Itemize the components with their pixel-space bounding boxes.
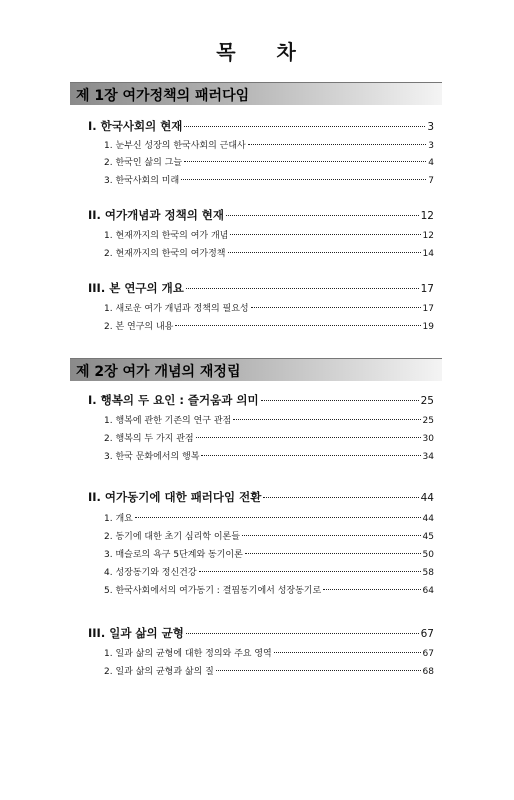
toc-subentry-2-1-2 xyxy=(104,431,434,444)
toc-entry-page: 25 xyxy=(420,395,434,407)
dot-leader xyxy=(135,517,421,518)
toc-subentry-page: 30 xyxy=(422,434,434,444)
dot-leader xyxy=(175,325,420,326)
toc-subentry-title: 2. 현재까지의 한국의 여가정책 xyxy=(104,249,226,259)
toc-subentry-title: 1. 눈부신 성장의 한국사회의 근대사 xyxy=(104,141,246,151)
toc-subentry-page: 19 xyxy=(422,322,434,332)
toc-subentry-title: 2. 행복의 두 가지 관점 xyxy=(104,434,194,444)
toc-subentry-1-2-2 xyxy=(104,246,434,259)
dot-leader xyxy=(181,179,426,180)
toc-entry-page: 44 xyxy=(420,492,434,504)
toc-subentry-page: 68 xyxy=(422,667,434,677)
toc-entry-page: 3 xyxy=(427,121,434,133)
toc-entry-1-3 xyxy=(88,280,434,296)
dot-leader xyxy=(226,215,419,216)
dot-leader xyxy=(233,419,420,420)
toc-subentry-page: 25 xyxy=(422,416,434,426)
chapter-2-banner xyxy=(70,358,442,381)
toc-subentry-1-3-2 xyxy=(104,319,434,332)
dot-leader xyxy=(184,126,425,127)
dot-leader xyxy=(196,437,421,438)
toc-subentry-2-2-3 xyxy=(104,547,434,560)
toc-subentry-title: 1. 행복에 관한 기존의 연구 관점 xyxy=(104,416,232,426)
toc-subentry-page: 12 xyxy=(422,231,434,241)
dot-leader xyxy=(228,252,421,253)
chapter-1-title: 제 1장 여가정책의 패러다임 xyxy=(76,88,250,104)
toc-subentry-2-1-1 xyxy=(104,413,434,426)
toc-subentry-title: 1. 현재까지의 한국의 여가 개념 xyxy=(104,231,229,241)
toc-subentry-1-1-3 xyxy=(104,173,434,186)
toc-entry-page: 17 xyxy=(420,283,434,295)
dot-leader xyxy=(248,144,427,145)
toc-entry-title: I. 행복의 두 요인 : 즐거움과 의미 xyxy=(88,393,259,407)
toc-subentry-title: 1. 새로운 여가 개념과 정책의 필요성 xyxy=(104,304,249,314)
dot-leader xyxy=(216,670,421,671)
toc-subentry-1-1-2 xyxy=(104,155,434,168)
toc-subentry-title: 4. 성장동기와 정신건강 xyxy=(104,568,197,578)
toc-subentry-title: 2. 본 연구의 내용 xyxy=(104,322,174,332)
toc-subentry-page: 4 xyxy=(428,158,434,168)
toc-subentry-page: 14 xyxy=(422,249,434,259)
dot-leader xyxy=(242,535,421,536)
toc-subentry-title: 3. 한국사회의 미래 xyxy=(104,176,180,186)
toc-subentry-page: 64 xyxy=(422,586,434,596)
toc-subentry-title: 1. 일과 삶의 균형에 대한 정의와 주요 영역 xyxy=(104,649,272,659)
dot-leader xyxy=(274,652,421,653)
toc-entry-2-2 xyxy=(88,489,434,505)
toc-subentry-page: 7 xyxy=(428,176,434,186)
toc-entry-title: I. 한국사회의 현재 xyxy=(88,119,183,133)
toc-subentry-2-2-2 xyxy=(104,529,434,542)
toc-subentry-page: 67 xyxy=(422,649,434,659)
dot-leader xyxy=(245,553,421,554)
toc-subentry-title: 2. 한국인 삶의 그늘 xyxy=(104,158,183,168)
toc-subentry-title: 5. 한국사회에서의 여가동기 : 결핍동기에서 성장동기로 xyxy=(104,586,322,596)
toc-entry-title: III. 본 연구의 개요 xyxy=(88,281,184,295)
toc-subentry-2-2-1 xyxy=(104,511,434,524)
toc-subentry-2-3-1 xyxy=(104,646,434,659)
toc-subentry-title: 2. 일과 삶의 균형과 삶의 질 xyxy=(104,667,214,677)
toc-subentry-page: 34 xyxy=(422,452,434,462)
dot-leader xyxy=(261,400,419,401)
toc-subentry-1-2-1 xyxy=(104,228,434,241)
toc-subentry-page: 44 xyxy=(422,514,434,524)
dot-leader xyxy=(251,307,421,308)
dot-leader xyxy=(201,455,420,456)
dot-leader xyxy=(186,288,419,289)
toc-entry-title: III. 일과 삶의 균형 xyxy=(88,626,184,640)
toc-entry-1-2 xyxy=(88,207,434,223)
toc-subentry-page: 50 xyxy=(422,550,434,560)
dot-leader xyxy=(186,633,419,634)
toc-entry-2-1 xyxy=(88,392,434,408)
dot-leader xyxy=(263,497,418,498)
toc-entry-1-1 xyxy=(88,118,434,134)
dot-leader xyxy=(230,234,420,235)
toc-subentry-title: 3. 매슬로의 욕구 5단계와 동기이론 xyxy=(104,550,243,560)
toc-subentry-1-3-1 xyxy=(104,301,434,314)
toc-subentry-2-2-5 xyxy=(104,583,434,596)
toc-entry-page: 12 xyxy=(420,210,434,222)
chapter-2-title: 제 2장 여가 개념의 재정립 xyxy=(76,364,241,380)
toc-subentry-page: 58 xyxy=(422,568,434,578)
chapter-1-banner xyxy=(70,82,442,105)
toc-subentry-page: 45 xyxy=(422,532,434,542)
toc-subentry-page: 3 xyxy=(428,141,434,151)
toc-subentry-1-1-1 xyxy=(104,138,434,151)
toc-subentry-title: 3. 한국 문화에서의 행복 xyxy=(104,452,200,462)
dot-leader xyxy=(323,589,420,590)
toc-subentry-title: 1. 개요 xyxy=(104,514,133,524)
toc-entry-2-3 xyxy=(88,625,434,641)
toc-entry-title: II. 여가동기에 대한 패러다임 전환 xyxy=(88,490,262,504)
toc-subentry-page: 17 xyxy=(422,304,434,314)
toc-subentry-2-2-4 xyxy=(104,565,434,578)
dot-leader xyxy=(199,571,421,572)
toc-entry-title: II. 여가개념과 정책의 현재 xyxy=(88,208,225,222)
dot-leader xyxy=(184,161,426,162)
page-title: 목 차 xyxy=(216,40,298,64)
toc-subentry-2-1-3 xyxy=(104,449,434,462)
toc-subentry-title: 2. 동기에 대한 초기 심리학 이론들 xyxy=(104,532,240,542)
toc-entry-page: 67 xyxy=(420,628,434,640)
toc-subentry-2-3-2 xyxy=(104,664,434,677)
